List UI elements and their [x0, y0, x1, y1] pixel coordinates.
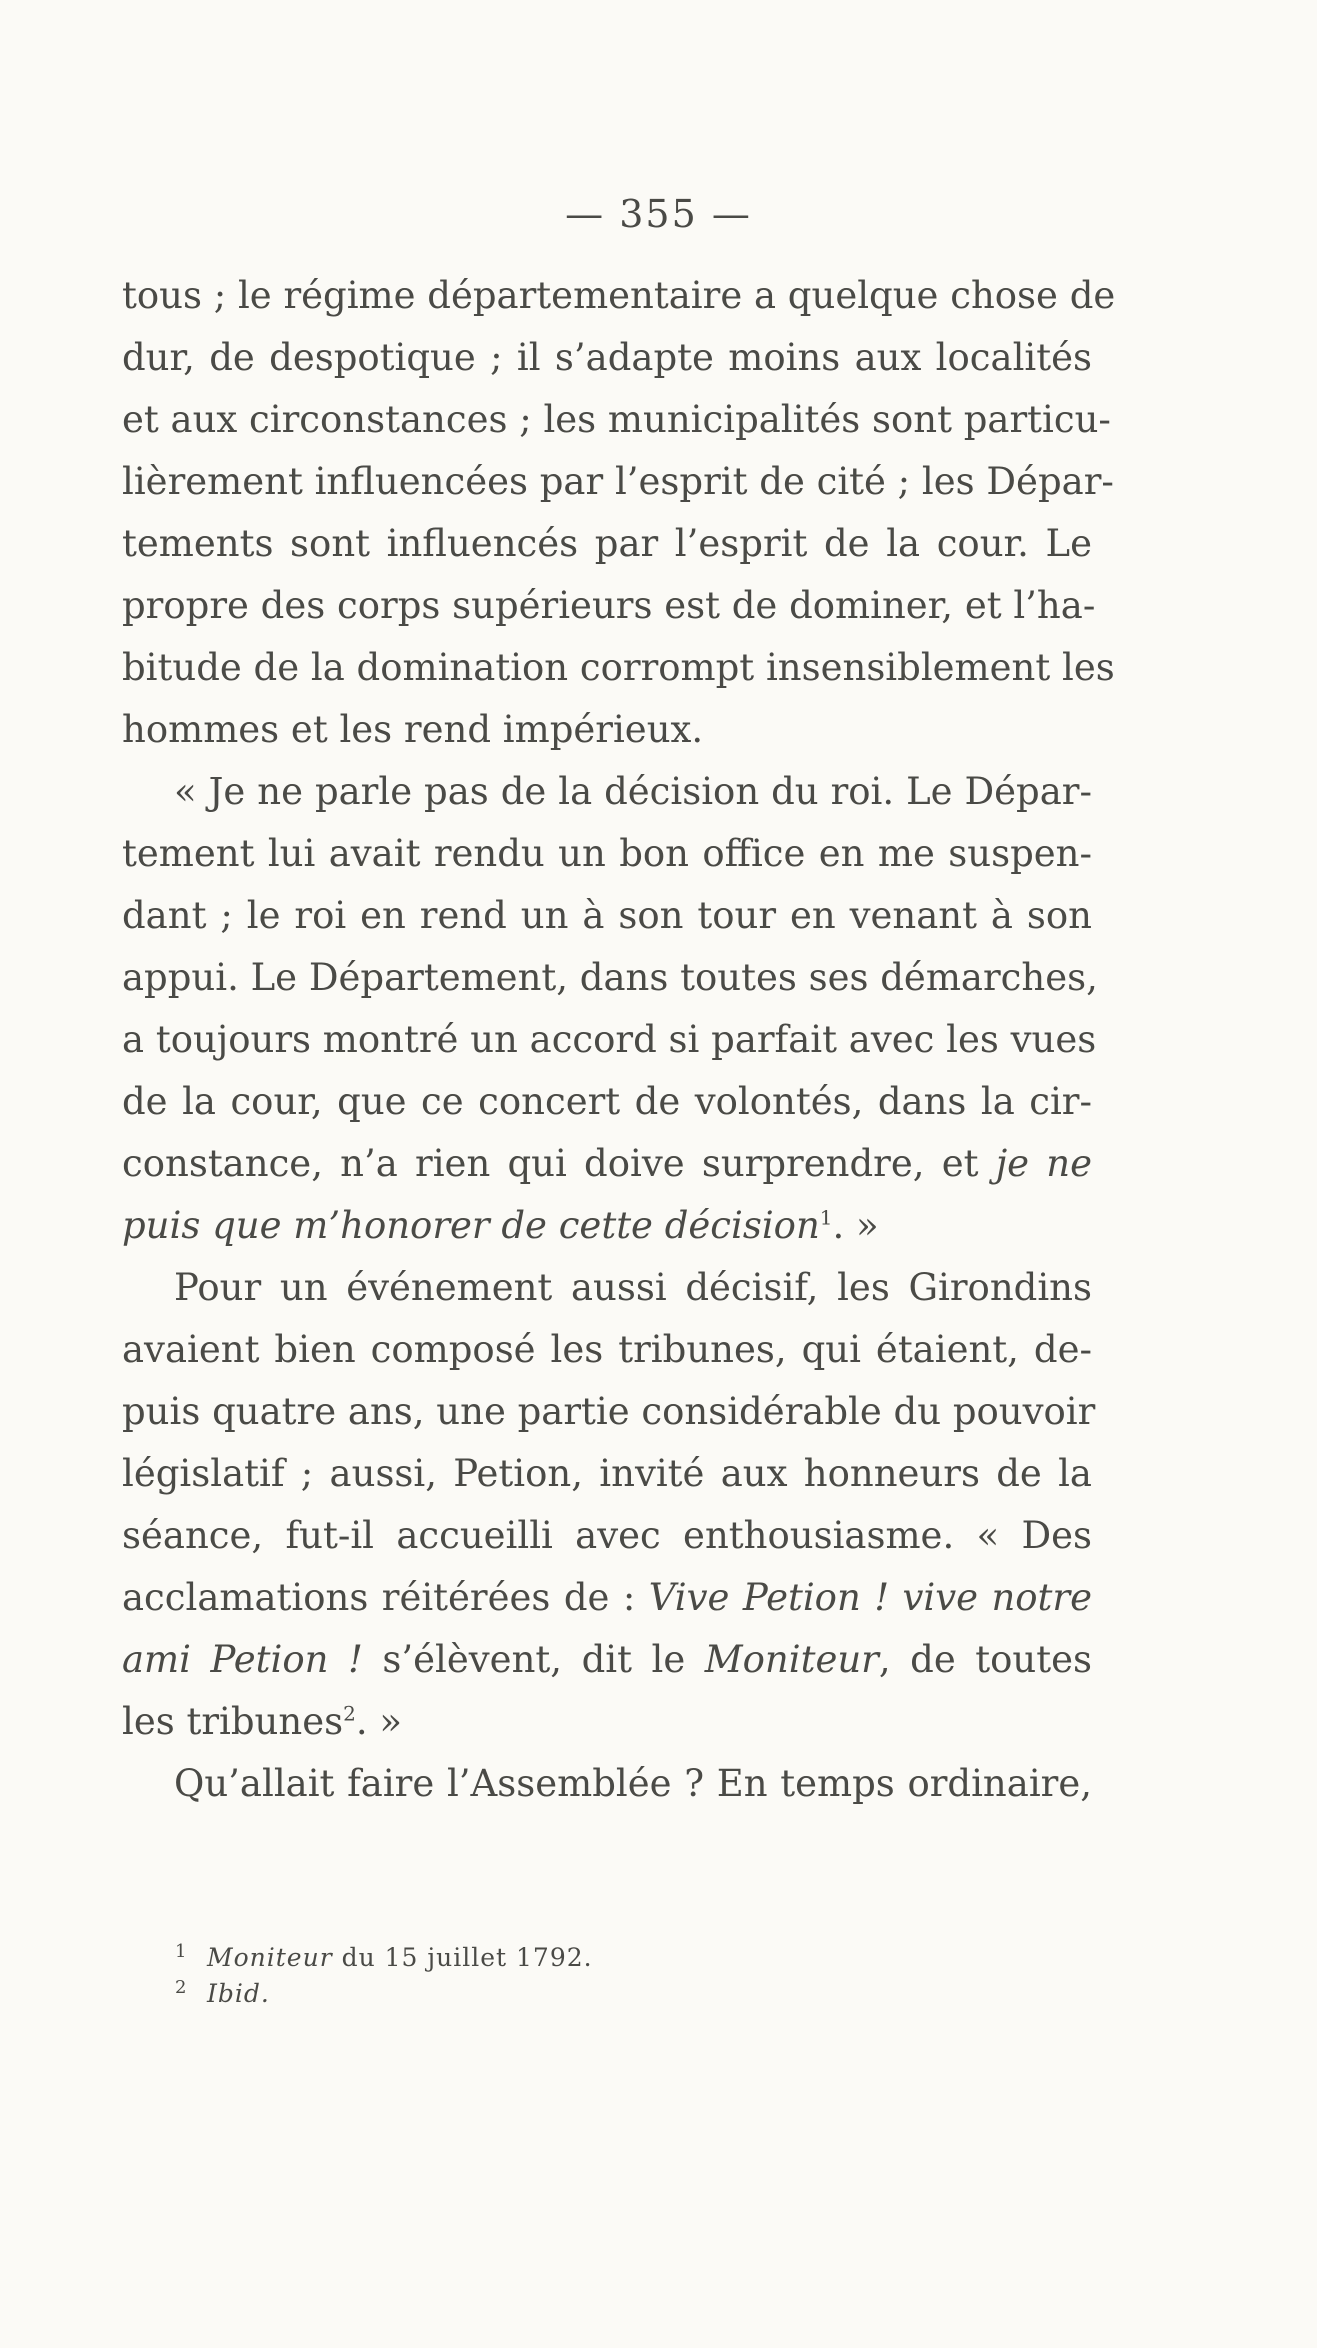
- italic-run: Vive Petion ! vive notre: [648, 1576, 1092, 1619]
- text-line: Qu’allait faire l’Assemblée ? En temps ordinaire,: [174, 1762, 1092, 1805]
- text-line: appui. Le Département, dans toutes ses démarches,: [122, 956, 1098, 999]
- footnote: 1 Moniteur du 15 juillet 1792.: [175, 1940, 593, 1972]
- body-text: [122, 265, 1116, 1815]
- text-line: de la cour, que ce concert de volontés, dans la cir-: [122, 1080, 1092, 1123]
- text-line: lièrement influencées par l’esprit de cité ; les Dépar-: [122, 460, 1114, 503]
- text-run: s’élèvent, dit le: [362, 1638, 705, 1681]
- text-line: a toujours montré un accord si parfait avec les vues: [122, 1018, 1097, 1061]
- page-number: — 355 —: [565, 192, 752, 236]
- text-run: . »: [355, 1700, 403, 1743]
- text-line: législatif ; aussi, Petion, invité aux honneurs de la: [122, 1452, 1092, 1495]
- italic-run: je ne: [995, 1142, 1092, 1185]
- text-line: avaient bien composé les tribunes, qui étaient, de-: [122, 1328, 1092, 1371]
- text-line: [122, 1567, 1092, 1629]
- text-line: propre des corps supérieurs est de dominer, et l’ha-: [122, 584, 1096, 627]
- text-line: bitude de la domination corrompt insensiblement les: [122, 646, 1115, 689]
- text-run: , de toutes: [878, 1638, 1092, 1681]
- italic-run: ami Petion !: [122, 1638, 363, 1681]
- text-run: constance, n’a rien qui doive surprendre, et: [122, 1142, 996, 1185]
- text-line: séance, fut-il accueilli avec enthousiasme. « Des: [122, 1514, 1092, 1557]
- footnote-text: du 15 juillet 1792.: [332, 1943, 593, 1972]
- text-run: acclamations réitérées de :: [122, 1576, 649, 1619]
- text-line: tements sont influencés par l’esprit de la cour. Le: [122, 522, 1092, 565]
- text-line: et aux circonstances ; les municipalités sont particu-: [122, 398, 1111, 441]
- footnotes: [175, 1940, 1075, 2012]
- footnote-ref: 1: [819, 1205, 833, 1230]
- text-line: [122, 1629, 1092, 1691]
- text-line: Pour un événement aussi décisif, les Girondins: [174, 1266, 1092, 1309]
- footnote-source: Moniteur: [207, 1943, 333, 1972]
- text-line: dant ; le roi en rend un à son tour en venant à son: [122, 894, 1092, 937]
- text-line: puis quatre ans, une partie considérable du pouvoir: [122, 1390, 1096, 1433]
- text-run: . »: [832, 1204, 879, 1247]
- text-line: [122, 1691, 1092, 1753]
- text-line: [122, 1133, 1092, 1195]
- footnote: 2 Ibid.: [175, 1976, 270, 2008]
- italic-run: puis que m’honorer de cette décision: [122, 1204, 820, 1247]
- text-line: dur, de despotique ; il s’adapte moins aux localités: [122, 336, 1092, 379]
- footnote-ref: 2: [343, 1701, 356, 1726]
- text-line: « Je ne parle pas de la décision du roi. Le Dépar-: [174, 770, 1092, 813]
- text-line: tement lui avait rendu un bon office en me suspen-: [122, 832, 1092, 875]
- footnote-source: Ibid.: [207, 1979, 270, 2008]
- text-run: les tribunes: [122, 1700, 344, 1743]
- text-line: hommes et les rend impérieux.: [122, 708, 704, 751]
- text-line: [122, 1195, 1092, 1257]
- text-line: tous ; le régime départementaire a quelque chose de: [122, 274, 1116, 317]
- italic-run: Moniteur: [704, 1638, 879, 1681]
